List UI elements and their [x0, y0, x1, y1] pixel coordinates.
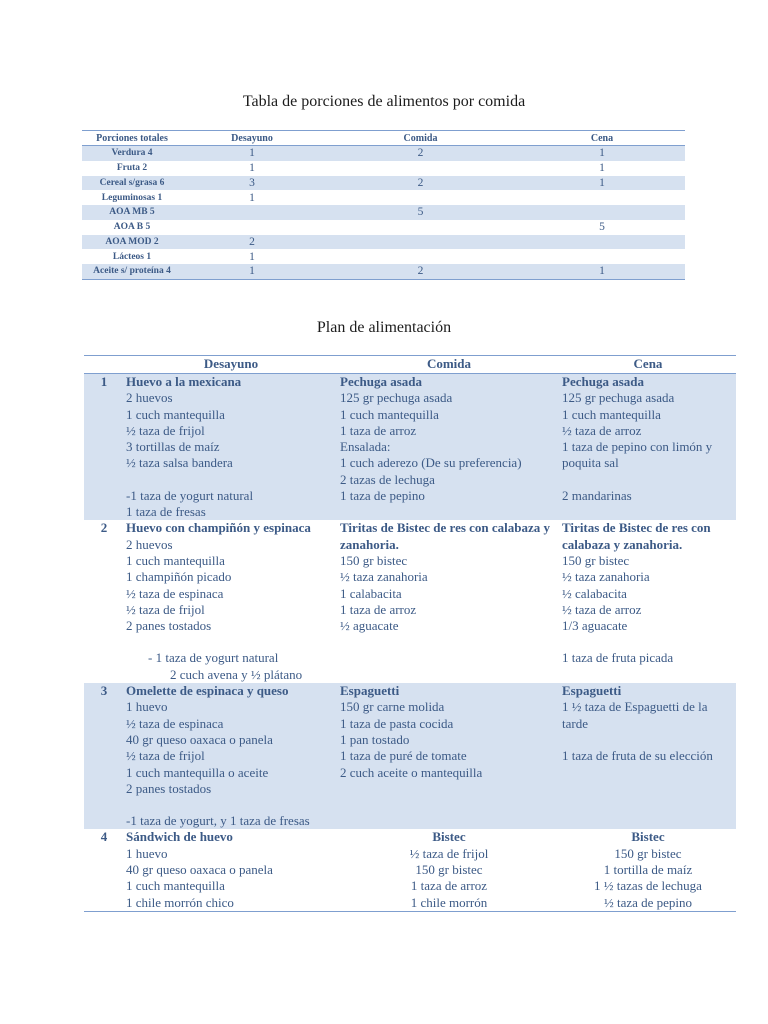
cell-comida — [322, 161, 519, 176]
ingredient: 125 gr pechuga asada — [340, 390, 453, 406]
cell-cena: 1 — [519, 264, 685, 279]
header-day — [84, 356, 124, 374]
dish-name: Bistec — [631, 829, 665, 845]
cell-cena: 1 — [519, 176, 685, 191]
ingredient: 1 taza de arroz — [410, 878, 488, 894]
ingredient: ½ taza de espinaca — [126, 585, 224, 601]
table-row — [82, 220, 685, 235]
table-row — [84, 683, 736, 829]
table-row — [82, 190, 685, 205]
cell-cena: 1 — [519, 146, 685, 161]
row-label: Verdura 4 — [82, 146, 182, 161]
cell-desayuno: 2 — [182, 235, 322, 250]
ingredient: ½ taza de frijol — [409, 845, 489, 861]
ingredient: 1 taza de arroz — [340, 422, 417, 438]
ingredient: -1 taza de yogurt natural — [126, 487, 254, 503]
desayuno-cell — [124, 683, 338, 829]
spacer — [126, 472, 336, 488]
ingredient: ½ taza de arroz — [562, 422, 642, 438]
spacer — [562, 732, 734, 748]
ingredient: 125 gr pechuga asada — [562, 390, 675, 406]
dish-name: Sándwich de huevo — [126, 829, 233, 845]
comida-cell — [338, 520, 560, 683]
cell-desayuno: 1 — [249, 250, 255, 263]
spacer — [562, 634, 734, 650]
table-row — [82, 235, 685, 250]
portions-header-row — [82, 131, 685, 146]
ingredient: 1/3 aguacate — [562, 618, 628, 634]
bullet-item: - 1 taza de yogurt natural — [148, 650, 279, 666]
cell-desayuno — [182, 220, 322, 235]
meal-plan-header-row — [84, 356, 736, 374]
ingredient: 3 tortillas de maíz — [126, 439, 220, 455]
table-row — [82, 176, 685, 191]
cell-comida — [322, 235, 519, 250]
spacer — [126, 797, 336, 813]
ingredient: 1 taza de fresas — [126, 504, 206, 520]
cell-cena — [519, 249, 685, 264]
ingredient: 150 gr bistec — [415, 862, 483, 878]
ingredient: 2 mandarinas — [562, 487, 632, 503]
ingredient: ½ taza salsa bandera — [126, 455, 233, 471]
row-label: Aceite s/ proteína 4 — [82, 264, 182, 279]
cena-cell — [560, 374, 736, 521]
ingredient: ½ calabacita — [562, 585, 627, 601]
meal-plan-title: Plan de alimentación — [316, 319, 452, 336]
header-comida: Comida — [322, 131, 519, 146]
ingredient: 150 gr carne molida — [340, 699, 445, 715]
dish-name: Espaguetti — [340, 683, 400, 699]
cell-desayuno: 3 — [182, 176, 322, 191]
table-row — [84, 374, 736, 521]
ingredient: 1 huevo — [126, 699, 168, 715]
ingredient: 1 taza de arroz — [340, 601, 417, 617]
ingredient: ½ taza de frijol — [126, 601, 205, 617]
ingredient: ½ taza zanahoria — [562, 569, 650, 585]
dish-name: Tiritas de Bistec de res con calabaza y zanahoria. — [562, 520, 711, 552]
portions-table — [82, 130, 685, 280]
header-cena: Cena — [519, 131, 685, 146]
ingredient: 2 huevos — [126, 536, 173, 552]
cell-desayuno: 1 — [249, 191, 255, 204]
cena-cell — [560, 520, 736, 683]
table-row — [82, 264, 685, 279]
header-desayuno: Desayuno — [182, 131, 322, 146]
ingredient: 150 gr bistec — [614, 845, 682, 861]
day-number: 3 — [84, 683, 124, 829]
header-porciones: Porciones totales — [82, 131, 182, 146]
ingredient: 1 cuch aderezo (De su preferencia) — [340, 455, 522, 471]
meal-plan-table — [84, 355, 736, 912]
ingredient: Ensalada: — [340, 439, 391, 455]
ingredient: 2 panes tostados — [126, 780, 212, 796]
comida-cell — [338, 683, 560, 829]
cell-comida — [322, 249, 519, 264]
ingredient: ½ taza zanahoria — [340, 569, 428, 585]
cell-cena — [519, 235, 685, 250]
ingredient: 2 huevos — [126, 390, 173, 406]
table-row — [82, 249, 685, 264]
ingredient: 1 huevo — [126, 845, 168, 861]
cena-cell — [560, 683, 736, 829]
ingredient: 1 chile morrón chico — [126, 894, 234, 910]
day-number: 4 — [84, 829, 124, 911]
dish-name: Espaguetti — [562, 683, 622, 699]
ingredient: 1 champiñón picado — [126, 569, 232, 585]
row-label: AOA MB 5 — [82, 205, 182, 220]
desayuno-cell — [124, 520, 338, 683]
ingredient: 40 gr queso oaxaca o panela — [126, 862, 273, 878]
row-label: Leguminosas 1 — [101, 192, 163, 203]
spacer — [126, 634, 336, 650]
desayuno-cell — [124, 829, 338, 911]
ingredient: 150 gr bistec — [562, 552, 630, 568]
cell-comida: 2 — [322, 264, 519, 279]
table-row — [82, 161, 685, 176]
comida-cell — [338, 829, 560, 911]
ingredient: -1 taza de yogurt, y 1 taza de fresas — [126, 813, 310, 829]
cell-desayuno — [182, 205, 322, 220]
portions-table-title: Tabla de porciones de alimentos por comida — [242, 93, 526, 110]
ingredient: 1 taza de fruta picada — [562, 650, 674, 666]
dish-name: Bistec — [432, 829, 466, 845]
row-label: Cereal s/grasa 6 — [82, 176, 182, 191]
day-number: 2 — [100, 520, 108, 536]
ingredient: 2 tazas de lechuga — [340, 471, 435, 487]
cell-cena: 5 — [599, 221, 605, 234]
ingredient: 1 cuch mantequilla — [126, 406, 225, 422]
dish-name: Huevo a la mexicana — [126, 374, 242, 389]
ingredient: 1 taza de puré de tomate — [340, 748, 467, 764]
ingredient: 1 ½ tazas de lechuga — [594, 878, 702, 894]
cell-comida — [322, 190, 519, 205]
row-label: Lácteos 1 — [112, 251, 152, 262]
cell-comida — [322, 220, 519, 235]
cell-cena: 1 — [599, 162, 605, 175]
ingredient: 1 taza de pepino con limón y poquita sal — [562, 439, 713, 471]
ingredient: ½ taza de arroz — [562, 601, 642, 617]
ingredient: 1 cuch mantequilla — [340, 406, 439, 422]
ingredient: 1 cuch mantequilla — [562, 406, 661, 422]
comida-cell — [338, 374, 560, 521]
table-row — [82, 146, 685, 161]
table-row — [82, 205, 685, 220]
dish-name: Tiritas de Bistec de res con calabaza y zanahoria. — [340, 520, 551, 552]
ingredient: 2 panes tostados — [126, 618, 212, 634]
ingredient: ½ taza de pepino — [603, 894, 693, 910]
ingredient: 1 calabacita — [340, 585, 402, 601]
dish-name: Huevo con champiñón y espinaca — [126, 520, 311, 536]
ingredient: 40 gr queso oaxaca o panela — [126, 731, 273, 747]
table-row — [84, 829, 736, 911]
row-label: Fruta 2 — [116, 163, 148, 174]
ingredient: ½ taza de frijol — [126, 748, 205, 764]
ingredient: 1 taza de pasta cocida — [340, 715, 454, 731]
ingredient: 2 cuch aceite o mantequilla — [340, 764, 483, 780]
ingredient: 150 gr bistec — [340, 552, 408, 568]
cell-comida: 2 — [322, 176, 519, 191]
ingredient: 1 pan tostado — [340, 731, 410, 747]
ingredient: ½ aguacate — [340, 618, 399, 634]
dish-name: Pechuga asada — [340, 374, 422, 389]
spacer — [562, 472, 734, 488]
desayuno-cell — [124, 374, 338, 521]
ingredient: 1 cuch mantequilla o aceite — [126, 764, 269, 780]
ingredient: 1 cuch mantequilla — [126, 552, 225, 568]
cell-comida: 2 — [322, 146, 519, 161]
cell-comida: 5 — [322, 205, 519, 220]
ingredient: 1 taza de pepino — [340, 488, 425, 504]
ingredient: ½ taza de frijol — [126, 422, 205, 438]
cell-desayuno: 1 — [249, 162, 255, 175]
cell-desayuno: 1 — [182, 146, 322, 161]
cell-desayuno: 1 — [182, 264, 322, 279]
day-number: 1 — [84, 374, 124, 521]
dish-name: Omelette de espinaca y queso — [126, 683, 289, 699]
row-label: AOA B 5 — [113, 222, 151, 233]
ingredient: 1 cuch mantequilla — [126, 878, 225, 894]
table-row — [84, 520, 736, 683]
ingredient: 1 taza de fruta de su elección — [562, 747, 713, 763]
bullet-continuation: 2 cuch avena y ½ plátano — [170, 666, 303, 682]
cena-cell — [560, 829, 736, 911]
ingredient: 1 chile morrón — [410, 894, 488, 910]
ingredient: ½ taza de espinaca — [126, 715, 224, 731]
row-label: AOA MOD 2 — [82, 235, 182, 250]
header-desayuno: Desayuno — [124, 356, 338, 374]
header-comida: Comida — [338, 356, 560, 374]
cell-cena — [519, 205, 685, 220]
header-cena: Cena — [560, 356, 736, 374]
ingredient: 1 tortilla de maíz — [603, 862, 693, 878]
dish-name: Pechuga asada — [562, 374, 644, 389]
ingredient: 1 ½ taza de Espaguetti de la tarde — [562, 699, 708, 731]
cell-cena — [519, 190, 685, 205]
